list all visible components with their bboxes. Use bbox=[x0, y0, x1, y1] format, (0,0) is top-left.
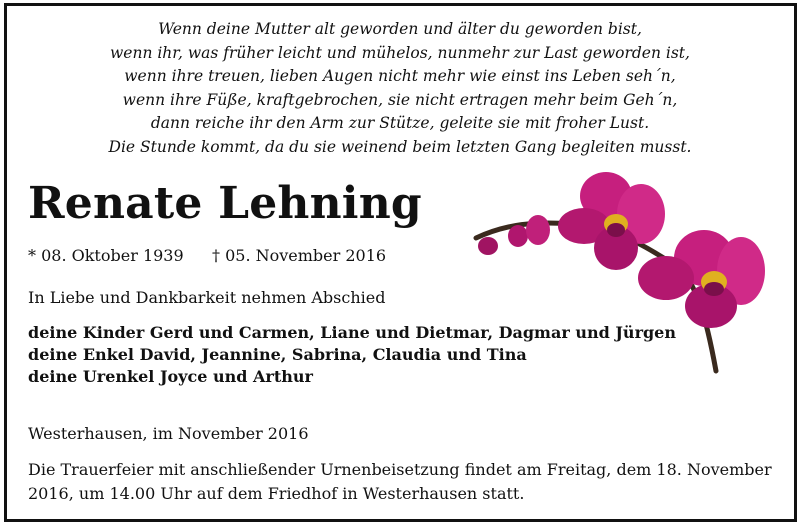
family-line-children: deine Kinder Gerd und Carmen, Liane und Dietmar, Dagmar und Jürgen bbox=[28, 323, 676, 342]
notice-line: Die Trauerfeier mit anschließender Urnenbeisetzung findet am Freitag, dem 18. November bbox=[28, 460, 772, 479]
farewell-line: In Liebe und Dankbarkeit nehmen Abschied bbox=[28, 288, 386, 307]
birth-date: * 08. Oktober 1939 bbox=[28, 246, 184, 265]
family-line-grandchildren: deine Enkel David, Jeannine, Sabrina, Claudia und Tina bbox=[28, 345, 527, 364]
notice-line: 2016, um 14.00 Uhr auf dem Friedhof in Westerhausen statt. bbox=[28, 484, 525, 503]
poem-line: dann reiche ihr den Arm zur Stütze, geleite sie mit froher Lust. bbox=[150, 114, 650, 133]
orchid-image bbox=[466, 166, 776, 376]
place-date: Westerhausen, im November 2016 bbox=[28, 424, 309, 443]
family-line-great-grandchildren: deine Urenkel Joyce und Arthur bbox=[28, 367, 313, 386]
poem-line: wenn ihr, was früher leicht und mühelos, nunmehr zur Last geworden ist, bbox=[110, 43, 690, 62]
poem-line: Die Stunde kommt, da du sie weinend beim letzten Gang begleiten musst. bbox=[108, 137, 692, 156]
poem-line: wenn ihre treuen, lieben Augen nicht mehr wie einst ins Leben seh´n, bbox=[124, 67, 676, 86]
death-date: † 05. November 2016 bbox=[212, 246, 387, 265]
poem-line: Wenn deine Mutter alt geworden und älter du geworden bist, bbox=[158, 20, 642, 38]
funeral-notice bbox=[28, 458, 778, 506]
deceased-name: Renate Lehning bbox=[28, 178, 422, 229]
memorial-poem bbox=[0, 18, 800, 160]
poem-line: wenn ihre Füße, kraftgebrochen, sie nicht ertragen mehr beim Geh´n, bbox=[122, 90, 678, 109]
